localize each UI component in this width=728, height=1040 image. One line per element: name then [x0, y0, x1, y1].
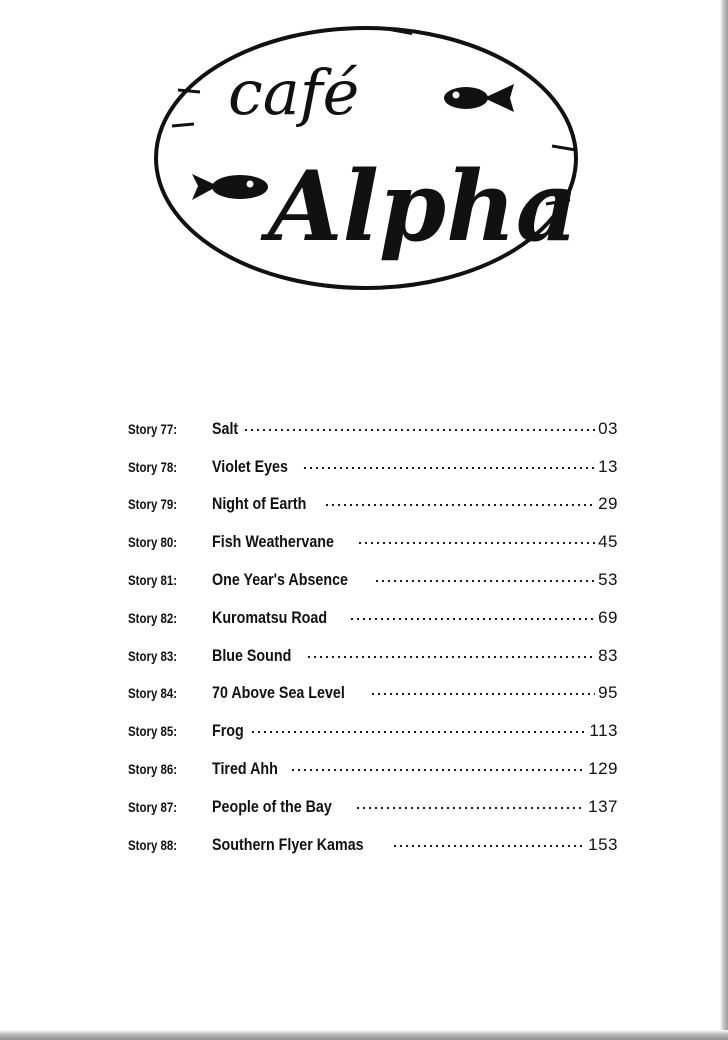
toc-story-number: Story 85: [128, 723, 178, 740]
toc-row [128, 750, 618, 788]
toc-page-number: 13 [598, 456, 618, 476]
toc-story-number: Story 79: [128, 496, 178, 513]
toc-story-number: Story 78: [128, 458, 178, 475]
toc-page-number: 29 [598, 494, 618, 514]
toc-row [128, 599, 618, 637]
toc-page-number: 03 [598, 418, 618, 438]
scan-edge-bottom [0, 1030, 728, 1040]
toc-story-title: Southern Flyer Kamas [212, 834, 364, 854]
toc-dot-leader [370, 693, 595, 695]
toc-story-number: Story 80: [128, 534, 178, 551]
toc-dot-leader [302, 467, 595, 469]
toc-story-number: Story 87: [128, 798, 178, 815]
toc-story-title: Fish Weathervane [212, 532, 334, 552]
toc-page-number: 83 [598, 645, 618, 665]
toc-row [128, 448, 618, 486]
toc-dot-leader [306, 656, 595, 658]
toc-row [128, 486, 618, 524]
toc-dot-leader [243, 429, 595, 431]
scan-edge-right [720, 0, 728, 1040]
toc-story-number: Story 81: [128, 572, 178, 589]
toc-story-number: Story 88: [128, 836, 178, 853]
toc-story-title: 70 Above Sea Level [212, 683, 345, 703]
toc-dot-leader [349, 618, 595, 620]
toc-page-number: 95 [598, 683, 618, 703]
toc-story-title: People of the Bay [212, 796, 332, 816]
toc-row [128, 637, 618, 675]
toc-row [128, 675, 618, 713]
toc-story-title: Kuromatsu Road [212, 607, 328, 627]
toc-row [128, 410, 618, 448]
logo-line1: café [228, 56, 360, 129]
toc-page-number: 45 [598, 532, 618, 552]
toc-row [128, 788, 618, 826]
toc-story-title: Tired Ahh [212, 759, 278, 779]
toc-story-title: Frog [212, 721, 244, 741]
toc-page-number: 53 [598, 570, 618, 590]
toc-story-title: Salt [212, 418, 239, 438]
toc-dot-leader [290, 769, 585, 771]
toc-story-number: Story 82: [128, 609, 178, 626]
toc-dot-leader [357, 542, 595, 544]
logo-graphic [150, 18, 590, 308]
cafe-alpha-logo [150, 18, 590, 308]
toc-story-title: Violet Eyes [212, 456, 288, 476]
toc-row [128, 523, 618, 561]
toc-story-number: Story 77: [128, 420, 178, 437]
toc-story-number: Story 83: [128, 647, 178, 664]
toc-dot-leader [355, 807, 585, 809]
toc-dot-leader [324, 504, 595, 506]
toc-page-number: 69 [598, 607, 618, 627]
toc-story-title: Blue Sound [212, 645, 292, 665]
logo-line2: Alpha [268, 150, 579, 263]
toc-row [128, 561, 618, 599]
toc-story-title: Night of Earth [212, 494, 307, 514]
toc-dot-leader [250, 731, 587, 733]
toc-page-number: 153 [588, 834, 618, 854]
toc-dot-leader [392, 845, 585, 847]
toc-story-number: Story 84: [128, 685, 178, 702]
toc-page-number: 137 [588, 796, 618, 816]
toc-dot-leader [374, 580, 595, 582]
toc-page-number: 129 [588, 759, 618, 779]
table-of-contents [128, 410, 618, 864]
toc-row [128, 712, 618, 750]
toc-story-title: One Year's Absence [212, 570, 348, 590]
toc-row [128, 826, 618, 864]
toc-page-number: 113 [589, 721, 618, 741]
toc-story-number: Story 86: [128, 761, 178, 778]
